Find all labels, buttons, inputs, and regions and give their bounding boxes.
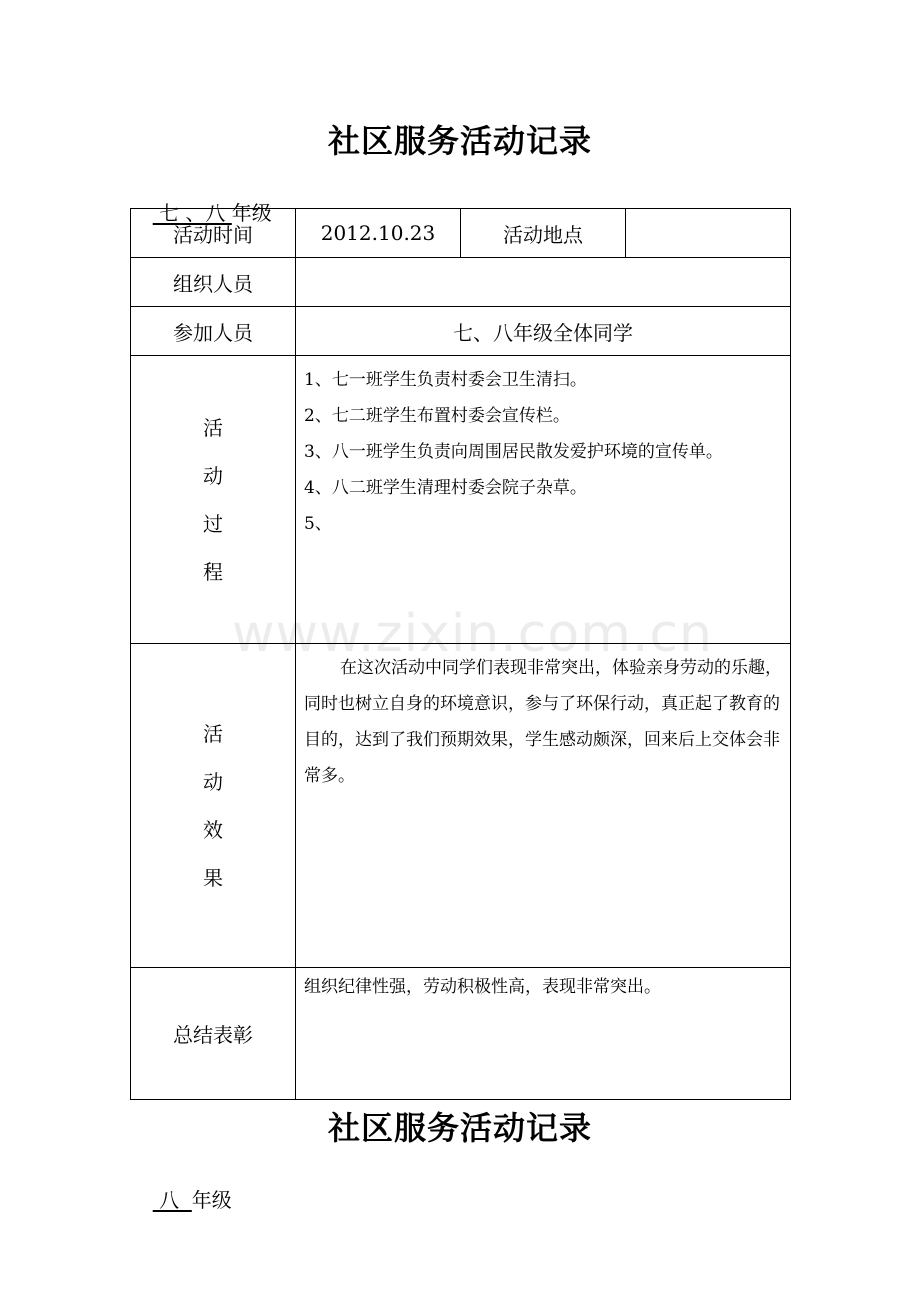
process-item: 4、八二班学生清理村委会院子杂草。 — [304, 478, 587, 498]
process-item: 1、七一班学生负责村委会卫生清扫。 — [304, 370, 587, 390]
participants-row — [131, 307, 791, 356]
effect-label-char: 果 — [203, 865, 223, 890]
organizer-value — [296, 258, 791, 307]
grade-suffix-2: 年级 — [191, 1188, 232, 1212]
activity-record-table — [130, 208, 791, 1100]
process-label-char: 动 — [203, 463, 223, 488]
organizer-label: 组织人员 — [131, 258, 296, 307]
participants-label: 参加人员 — [131, 307, 296, 356]
grade-line-2 — [140, 1160, 232, 1213]
summary-content — [296, 968, 791, 1100]
process-label-char: 过 — [203, 511, 223, 536]
process-row — [131, 356, 791, 644]
process-item: 3、八一班学生负责向周围居民散发爱护环境的宣传单。 — [304, 442, 723, 462]
process-item: 2、七二班学生布置村委会宣传栏。 — [304, 406, 570, 426]
watermark: www.zixin.com.cn — [232, 604, 713, 664]
grade-value: 七 、八 — [152, 201, 232, 225]
summary-row — [131, 968, 791, 1100]
process-label-char: 程 — [203, 559, 223, 584]
effect-text: 在这次活动中同学们表现非常突出，体验亲身劳动的乐趣，同时也树立自身的环境意识，参与了环保行动，真正起了教育的目的，达到了我们预期效果，学生感动颇深，回来后上交体会非常多。 — [304, 658, 782, 786]
place-value — [626, 209, 791, 258]
time-value: 2012.10.23 — [296, 209, 461, 258]
grade-value-2: 八 — [152, 1188, 192, 1212]
participants-value: 七、八年级全体同学 — [296, 307, 791, 356]
effect-row — [131, 644, 791, 968]
time-label: 活动时间 — [131, 209, 296, 258]
effect-content — [296, 644, 791, 968]
effect-label-char: 动 — [203, 769, 223, 794]
record-title: 社区服务活动记录 — [327, 122, 592, 160]
process-label — [131, 356, 296, 644]
process-content — [296, 356, 791, 644]
process-item: 5、 — [304, 514, 332, 534]
effect-label-char: 活 — [203, 721, 223, 746]
grade-suffix: 年级 — [231, 201, 272, 225]
process-label-char: 活 — [203, 415, 223, 440]
place-label: 活动地点 — [461, 209, 626, 258]
effect-label-char: 效 — [203, 817, 223, 842]
summary-label: 总结表彰 — [131, 968, 296, 1100]
organizer-row — [131, 258, 791, 307]
record-title-2: 社区服务活动记录 — [327, 1109, 592, 1147]
time-row — [131, 209, 791, 258]
summary-text: 组织纪律性强，劳动积极性高，表现非常突出。 — [304, 977, 661, 997]
effect-label — [131, 644, 296, 968]
